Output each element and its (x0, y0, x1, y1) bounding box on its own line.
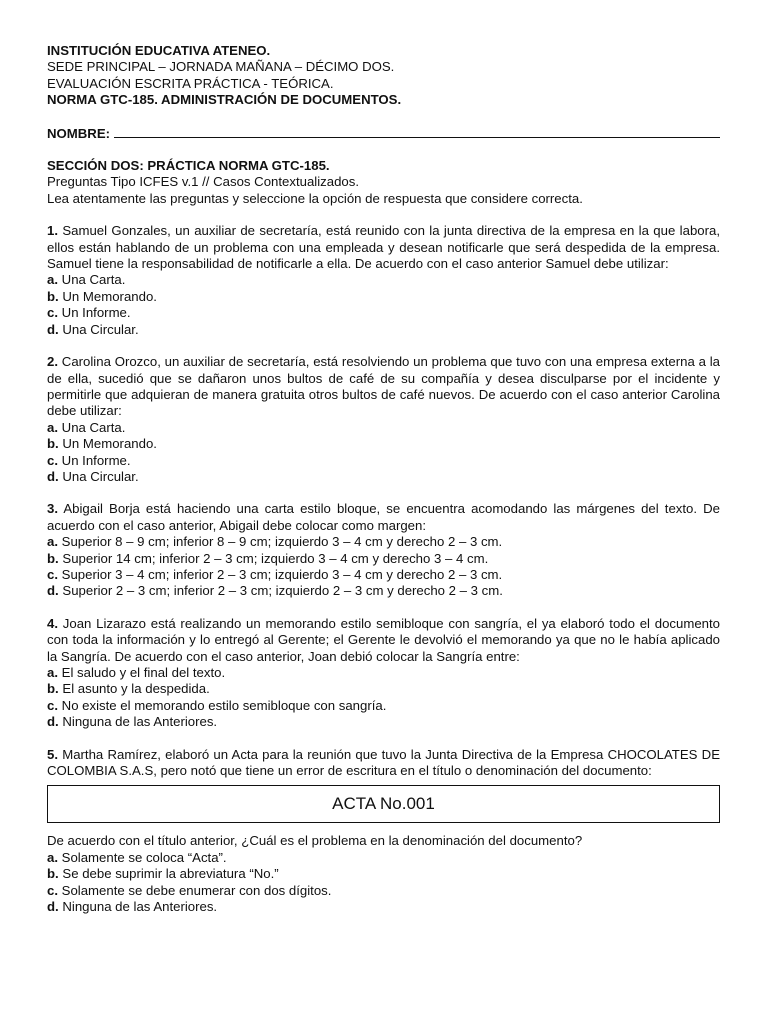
norm-title: NORMA GTC-185. ADMINISTRACIÓN DE DOCUMENTOS. (47, 92, 402, 108)
question-4 (47, 616, 720, 731)
option-letter: a. (47, 665, 58, 680)
section-title: SECCIÓN DOS: PRÁCTICA NORMA GTC-185. (47, 158, 330, 174)
question-text (47, 747, 720, 780)
option-text: No existe el memorando estilo semibloque con sangría. (58, 697, 387, 713)
option-c[interactable] (47, 567, 720, 583)
option-text: Se debe suprimir la abreviatura “No.” (58, 866, 279, 882)
option-letter: d. (47, 714, 59, 730)
question-number: 4. (47, 615, 58, 631)
option-text: Una Carta. (58, 272, 126, 288)
option-d[interactable] (47, 583, 720, 599)
acta-title-text: ACTA No.001 (332, 794, 435, 814)
option-a[interactable] (47, 850, 720, 866)
option-a[interactable] (47, 665, 720, 681)
option-text: Una Carta. (58, 419, 126, 435)
option-b[interactable] (47, 681, 720, 697)
option-letter: c. (47, 882, 58, 898)
option-d[interactable] (47, 714, 720, 730)
question-text (47, 354, 720, 420)
option-letter: c. (47, 566, 58, 582)
option-c[interactable] (47, 698, 720, 714)
campus-line: SEDE PRINCIPAL – JORNADA MAÑANA – DÉCIMO DOS. (47, 59, 395, 75)
option-a[interactable] (47, 534, 720, 550)
option-letter: d. (47, 583, 59, 599)
option-letter: a. (47, 272, 58, 288)
option-text: Una Circular. (58, 321, 139, 337)
option-c[interactable] (47, 305, 720, 321)
question-number: 1. (47, 223, 58, 239)
option-letter: b. (47, 436, 59, 452)
option-text: Una Circular. (58, 468, 139, 484)
option-text: Superior 14 cm; inferior 2 – 3 cm; izquierdo 3 – 4 cm y derecho 3 – 4 cm. (58, 550, 489, 566)
option-a[interactable] (47, 272, 720, 288)
option-c[interactable] (47, 453, 720, 469)
question-text (47, 501, 720, 534)
option-letter: b. (47, 866, 59, 882)
name-field (47, 125, 720, 142)
option-letter: b. (47, 550, 59, 566)
option-text: Un Informe. (58, 305, 131, 321)
question-text (47, 616, 720, 665)
option-d[interactable] (47, 469, 720, 485)
option-text: Superior 3 – 4 cm; inferior 2 – 3 cm; izquierdo 3 – 4 cm y derecho 2 – 3 cm. (58, 566, 503, 582)
question-body: Martha Ramírez, elaboró un Acta para la reunión que tuvo la Junta Directiva de la Empresa CHOCOLATES DE COLOMBIA S.A.S, pero notó que tiene un error de escritura en el título o denominación del documento: (47, 746, 720, 779)
option-text: Solamente se coloca “Acta”. (58, 849, 227, 865)
option-letter: a. (47, 534, 58, 550)
option-b[interactable] (47, 866, 720, 882)
option-d[interactable] (47, 322, 720, 338)
option-b[interactable] (47, 551, 720, 567)
question-number: 2. (47, 354, 58, 370)
question-3 (47, 501, 720, 599)
option-letter: b. (47, 288, 59, 304)
question-body: Abigail Borja está haciendo una carta estilo bloque, se encuentra acomodando las márgenes del texto. De acuerdo con el caso anterior, Abigail debe colocar como margen: (47, 501, 720, 533)
section-header (47, 158, 720, 207)
option-letter: c. (47, 305, 58, 321)
option-text: Ninguna de las Anteriores. (58, 899, 218, 915)
option-text: Ninguna de las Anteriores. (58, 714, 218, 730)
option-letter: a. (47, 849, 58, 865)
option-a[interactable] (47, 420, 720, 436)
option-letter: c. (47, 452, 58, 468)
option-text: Un Informe. (58, 452, 131, 468)
option-b[interactable] (47, 289, 720, 305)
option-text: El saludo y el final del texto. (58, 665, 226, 680)
option-c[interactable] (47, 883, 720, 899)
name-label: NOMBRE: (47, 125, 111, 141)
question-followup: De acuerdo con el título anterior, ¿Cuál es el problema en la denominación del documento? (47, 833, 583, 849)
question-body: Carolina Orozco, un auxiliar de secretaría, está resolviendo un problema que tuvo con una empresa externa a la de ella, sucedió que se dañaron unos bultos de café de su compañía y desea disculparse por el incidente y permitirle que adquieran de manera gratuita otros bultos de café nuevos. De acuerdo con el caso anterior Carolina debe utilizar: (47, 354, 720, 419)
option-text: Solamente se debe enumerar con dos dígitos. (58, 882, 332, 898)
option-text: Superior 2 – 3 cm; inferior 2 – 3 cm; izquierdo 2 – 3 cm y derecho 2 – 3 cm. (58, 583, 503, 599)
document-header (47, 43, 720, 109)
question-body: Samuel Gonzales, un auxiliar de secretaría, está reunido con la junta directiva de la empresa en la que labora, ellos están hablando de un problema con una empleada y desean notificarle que será despedida de la empresa. Samuel tiene la responsabilidad de notificarle a ella. De acuerdo con el caso anterior Samuel debe utilizar: (47, 223, 720, 272)
question-5 (47, 747, 720, 916)
question-text (47, 223, 720, 272)
option-text: Superior 8 – 9 cm; inferior 8 – 9 cm; izquierdo 3 – 4 cm y derecho 2 – 3 cm. (58, 534, 503, 550)
option-letter: c. (47, 697, 58, 713)
option-letter: b. (47, 681, 59, 697)
option-text: El asunto y la despedida. (58, 681, 210, 697)
option-text: Un Memorando. (58, 288, 157, 304)
question-body: Joan Lizarazo está realizando un memorando estilo semibloque con sangría, el ya elaboró todo el documento con toda la información y lo entregó al Gerente; el Gerente le devolvió el memorando ya que no le había aplicado la Sangría. De acuerdo con el caso anterior, Joan debió colocar la Sangría entre: (47, 615, 720, 664)
option-letter: a. (47, 419, 58, 435)
question-number: 5. (47, 746, 58, 762)
name-blank-line[interactable] (114, 125, 720, 138)
option-letter: d. (47, 899, 59, 915)
option-d[interactable] (47, 899, 720, 915)
section-instructions: Lea atentamente las preguntas y seleccione la opción de respuesta que considere correcta. (47, 190, 583, 206)
section-subtitle: Preguntas Tipo ICFES v.1 // Casos Contextualizados. (47, 174, 360, 190)
institution-name: INSTITUCIÓN EDUCATIVA ATENEO. (47, 43, 271, 58)
option-letter: d. (47, 468, 59, 484)
option-letter: d. (47, 321, 59, 337)
option-b[interactable] (47, 436, 720, 452)
acta-title-box (47, 785, 720, 823)
question-number: 3. (47, 501, 58, 517)
option-text: Un Memorando. (58, 436, 157, 452)
question-2 (47, 354, 720, 485)
question-1 (47, 223, 720, 338)
evaluation-type: EVALUACIÓN ESCRITA PRÁCTICA - TEÓRICA. (47, 75, 334, 91)
